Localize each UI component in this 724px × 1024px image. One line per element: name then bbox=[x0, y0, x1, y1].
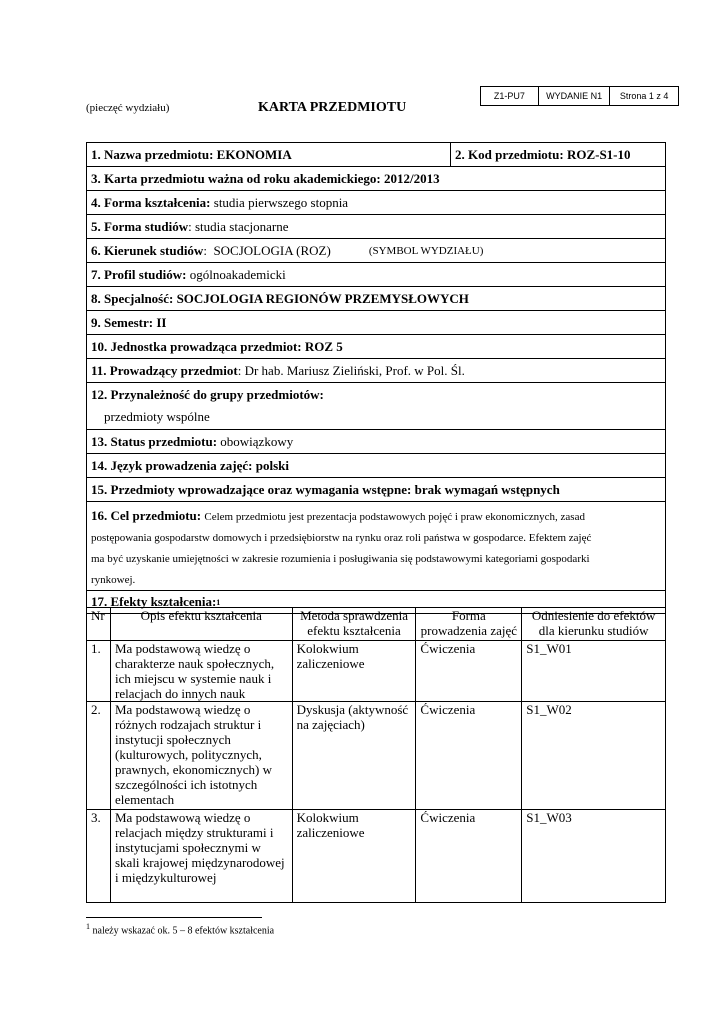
header-form: Forma prowadzenia zajęć bbox=[416, 608, 522, 641]
row-15 bbox=[87, 478, 665, 502]
row-10 bbox=[87, 335, 665, 359]
row-ref: S1_W02 bbox=[522, 702, 666, 810]
table-row bbox=[87, 810, 666, 903]
profile-label: 7. Profil studiów: bbox=[91, 266, 187, 282]
header-ref: Odniesienie do efektów dla kierunku studiów bbox=[522, 608, 666, 641]
row-12 bbox=[87, 383, 665, 430]
group-value: przedmioty wspólne bbox=[104, 409, 210, 424]
row-9 bbox=[87, 311, 665, 335]
goal-line-2: postępowania gospodarstw domowych i przedsiębiorstw na rynku oraz roli państwa w gospodarce. Efektem zajęć bbox=[91, 532, 592, 544]
unit: 10. Jednostka prowadząca przedmiot: ROZ 5 bbox=[91, 338, 343, 354]
footnote-mark: 1 bbox=[86, 922, 90, 931]
row-ref: S1_W03 bbox=[522, 810, 666, 903]
row-8 bbox=[87, 287, 665, 311]
row-method: Kolokwium zaliczeniowe bbox=[292, 810, 416, 903]
effects-label: 17. Efekty kształcenia: bbox=[91, 594, 217, 609]
page-title: KARTA PRZEDMIOTU bbox=[258, 100, 407, 115]
effects-header-row bbox=[87, 608, 666, 641]
row-ref: S1_W01 bbox=[522, 641, 666, 702]
goal-line-1: Celem przedmiotu jest prezentacja podstawowych pojęć i praw ekonomicznych, zasad bbox=[204, 511, 585, 523]
table-row bbox=[87, 702, 666, 810]
header-nr: Nr bbox=[87, 608, 111, 641]
study-form-value: : studia stacjonarne bbox=[188, 218, 289, 234]
lecturer-label: 11. Prowadzący przedmiot bbox=[91, 362, 238, 378]
specialization: 8. Specjalność: SOCJOLOGIA REGIONÓW PRZEMYSŁOWYCH bbox=[91, 290, 469, 306]
row-1-2 bbox=[87, 143, 665, 167]
lecturer-value: : Dr hab. Mariusz Zieliński, Prof. w Pol. Śl. bbox=[237, 362, 465, 378]
row-4 bbox=[87, 191, 665, 215]
row-6 bbox=[87, 239, 665, 263]
row-form: Ćwiczenia bbox=[416, 641, 522, 702]
faculty-stamp: (pieczęć wydziału) bbox=[86, 102, 170, 114]
row-desc: Ma podstawową wiedzę o różnych rodzajach struktur i instytucji społecznych (kulturowych, politycznych, prawnych, ekonomicznych) w szczególności ich istotnych elementach bbox=[110, 702, 292, 810]
row-desc: Ma podstawową wiedzę o charakterze nauk społecznych, ich miejscu w systemie nauk i relacjach do innych nauk bbox=[110, 641, 292, 702]
status-value: obowiązkowy bbox=[220, 433, 294, 449]
course-name: 1. Nazwa przedmiotu: EKONOMIA bbox=[91, 146, 292, 162]
study-form-label: 5. Forma studiów bbox=[91, 218, 189, 234]
row-14 bbox=[87, 454, 665, 478]
row-13 bbox=[87, 430, 665, 454]
education-form-value: studia pierwszego stopnia bbox=[213, 194, 349, 210]
row-7 bbox=[87, 263, 665, 287]
education-form-label: 4. Forma kształcenia: bbox=[91, 194, 211, 210]
table-row bbox=[87, 641, 666, 702]
row-method: Dyskusja (aktywność na zajęciach) bbox=[292, 702, 416, 810]
row-3 bbox=[87, 167, 665, 191]
row-method: Kolokwium zaliczeniowe bbox=[292, 641, 416, 702]
profile-value: ogólnoakademicki bbox=[189, 266, 286, 282]
field-of-study-value: : SOCJOLOGIA (ROZ) bbox=[203, 242, 331, 258]
row-11 bbox=[87, 359, 665, 383]
header-desc: Opis efektu kształcenia bbox=[110, 608, 292, 641]
language: 14. Język prowadzenia zajęć: polski bbox=[91, 457, 289, 473]
row-nr: 2. bbox=[87, 702, 111, 810]
row-desc: Ma podstawową wiedzę o relacjach między strukturami i instytucjami społecznymi w skali krajowej międzynarodowej i międzykulturowej bbox=[110, 810, 292, 903]
footnote-divider bbox=[86, 917, 262, 918]
row-nr: 3. bbox=[87, 810, 111, 903]
document-code-box bbox=[480, 86, 679, 106]
row-16 bbox=[87, 502, 665, 591]
row-nr: 1. bbox=[87, 641, 111, 702]
effects-table bbox=[86, 607, 666, 903]
footnote bbox=[86, 922, 274, 936]
goal-line-3: ma być uzyskanie umiejętności w zakresie rozumienia i posługiwania się podstawowymi kategoriami gospodarki bbox=[91, 553, 590, 565]
footnote-text: należy wskazać ok. 5 – 8 efektów kształcenia bbox=[90, 925, 275, 937]
status-label: 13. Status przedmiotu: bbox=[91, 433, 218, 449]
doc-code: Z1-PU7 bbox=[481, 87, 539, 105]
row-5 bbox=[87, 215, 665, 239]
prerequisites: 15. Przedmioty wprowadzające oraz wymagania wstępne: brak wymagań wstępnych bbox=[91, 481, 560, 497]
effects-footnote-mark: 1 bbox=[216, 597, 221, 607]
group-label: 12. Przynależność do grupy przedmiotów: bbox=[91, 387, 324, 402]
course-info-table bbox=[86, 142, 666, 614]
goal-line-4: rynkowej. bbox=[91, 574, 136, 586]
doc-edition: WYDANIE N1 bbox=[539, 87, 611, 105]
semester: 9. Semestr: II bbox=[91, 314, 167, 330]
row-form: Ćwiczenia bbox=[416, 702, 522, 810]
field-of-study-label: 6. Kierunek studiów bbox=[91, 242, 204, 258]
row-form: Ćwiczenia bbox=[416, 810, 522, 903]
valid-year: 3. Karta przedmiotu ważna od roku akademickiego: 2012/2013 bbox=[91, 170, 440, 186]
goal-label: 16. Cel przedmiotu: bbox=[91, 508, 202, 523]
course-code: 2. Kod przedmiotu: ROZ-S1-10 bbox=[455, 146, 631, 162]
doc-page: Strona 1 z 4 bbox=[619, 91, 669, 101]
faculty-symbol: (SYMBOL WYDZIAŁU) bbox=[368, 244, 484, 257]
header-method: Metoda sprawdzenia efektu kształcenia bbox=[292, 608, 416, 641]
